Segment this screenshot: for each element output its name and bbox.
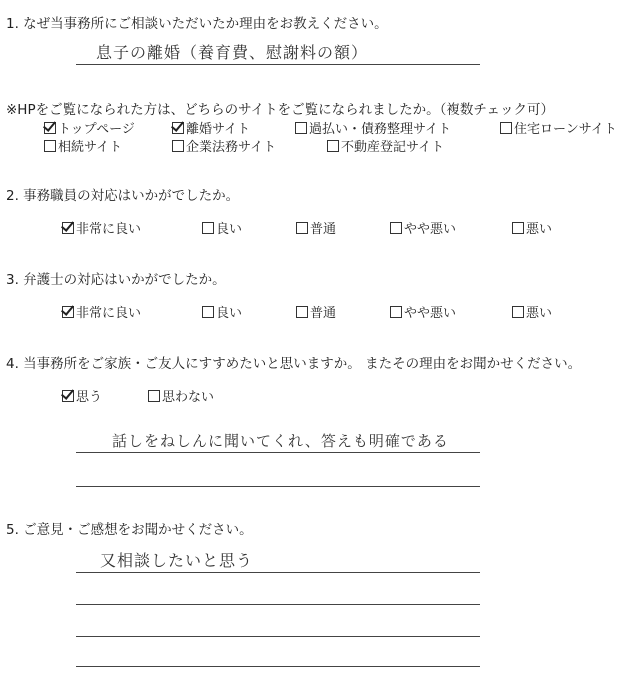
option-label: やや悪い	[404, 306, 457, 321]
q2-option-average[interactable]	[296, 218, 336, 237]
q3-option-average[interactable]	[296, 302, 336, 321]
answer-line	[76, 636, 480, 637]
answer-line	[76, 666, 480, 667]
hp-option-divorce-site[interactable]	[172, 118, 250, 137]
hp-option-real-estate-site[interactable]	[327, 136, 444, 155]
hp-option-inheritance-site[interactable]	[44, 136, 122, 155]
checkbox[interactable]	[44, 122, 56, 134]
question-1-label: 1. なぜ当事務所にご相談いただいたか理由をお教えください。	[6, 16, 388, 32]
hp-question-label: ※HPをご覧になられた方は、どちらのサイトをご覧になられましたか。（複数チェック可）	[6, 102, 555, 118]
checkbox[interactable]	[327, 140, 339, 152]
checkbox[interactable]	[295, 122, 307, 134]
checkbox[interactable]	[202, 306, 214, 318]
answer-line	[76, 604, 480, 605]
option-label: 離婚サイト	[186, 122, 251, 137]
question-1-answer: 息子の離婚（養育費、慰謝料の額）	[96, 43, 369, 62]
checkbox[interactable]	[390, 306, 402, 318]
hp-option-overpayment-site[interactable]	[295, 118, 451, 137]
q3-option-very-good[interactable]	[62, 302, 141, 321]
q3-option-somewhat-bad[interactable]	[390, 302, 456, 321]
checkbox[interactable]	[390, 222, 402, 234]
question-4-answer: 話しをねしんに聞いてくれ、答えも明確である	[112, 432, 449, 450]
option-label: 思わない	[162, 390, 215, 405]
q4-option-no[interactable]	[148, 386, 214, 405]
checkbox[interactable]	[44, 140, 56, 152]
option-label: 良い	[216, 306, 243, 321]
hp-option-top-page[interactable]	[44, 118, 135, 137]
answer-line	[76, 64, 480, 65]
q3-option-good[interactable]	[202, 302, 242, 321]
q2-option-bad[interactable]	[512, 218, 552, 237]
checkbox[interactable]	[62, 390, 74, 402]
option-label: 普通	[310, 222, 337, 237]
option-label: トップページ	[58, 122, 135, 137]
option-label: 普通	[310, 306, 337, 321]
q2-option-somewhat-bad[interactable]	[390, 218, 456, 237]
checkbox[interactable]	[296, 222, 308, 234]
answer-line	[76, 452, 480, 453]
option-label: やや悪い	[404, 222, 457, 237]
checkbox[interactable]	[148, 390, 160, 402]
option-label: 過払い・債務整理サイト	[309, 122, 452, 137]
question-5-answer: 又相談したいと思う	[100, 551, 254, 570]
q4-option-yes[interactable]	[62, 386, 102, 405]
checkbox[interactable]	[512, 222, 524, 234]
option-label: 住宅ローンサイト	[514, 122, 617, 137]
option-label: 思う	[76, 390, 103, 405]
checkbox[interactable]	[172, 140, 184, 152]
hp-option-mortgage-site[interactable]	[500, 118, 617, 137]
checkbox[interactable]	[62, 222, 74, 234]
option-label: 悪い	[526, 222, 553, 237]
option-label: 企業法務サイト	[186, 140, 277, 155]
option-label: 良い	[216, 222, 243, 237]
answer-line	[76, 572, 480, 573]
option-label: 非常に良い	[76, 306, 142, 321]
option-label: 不動産登記サイト	[341, 140, 445, 155]
q3-option-bad[interactable]	[512, 302, 552, 321]
checkbox[interactable]	[512, 306, 524, 318]
answer-line	[76, 486, 480, 487]
question-3-label: 3. 弁護士の対応はいかがでしたか。	[6, 272, 226, 288]
q2-option-good[interactable]	[202, 218, 242, 237]
hp-option-corporate-site[interactable]	[172, 136, 276, 155]
checkbox[interactable]	[202, 222, 214, 234]
option-label: 非常に良い	[76, 222, 142, 237]
question-2-label: 2. 事務職員の対応はいかがでしたか。	[6, 188, 240, 204]
checkbox[interactable]	[500, 122, 512, 134]
checkbox[interactable]	[296, 306, 308, 318]
option-label: 相続サイト	[58, 140, 123, 155]
checkbox[interactable]	[172, 122, 184, 134]
question-4-label: 4. 当事務所をご家族・ご友人にすすめたいと思いますか。 またその理由をお聞かせください。	[6, 356, 582, 372]
option-label: 悪い	[526, 306, 553, 321]
question-5-label: 5. ご意見・ご感想をお聞かせください。	[6, 522, 253, 538]
q2-option-very-good[interactable]	[62, 218, 141, 237]
checkbox[interactable]	[62, 306, 74, 318]
